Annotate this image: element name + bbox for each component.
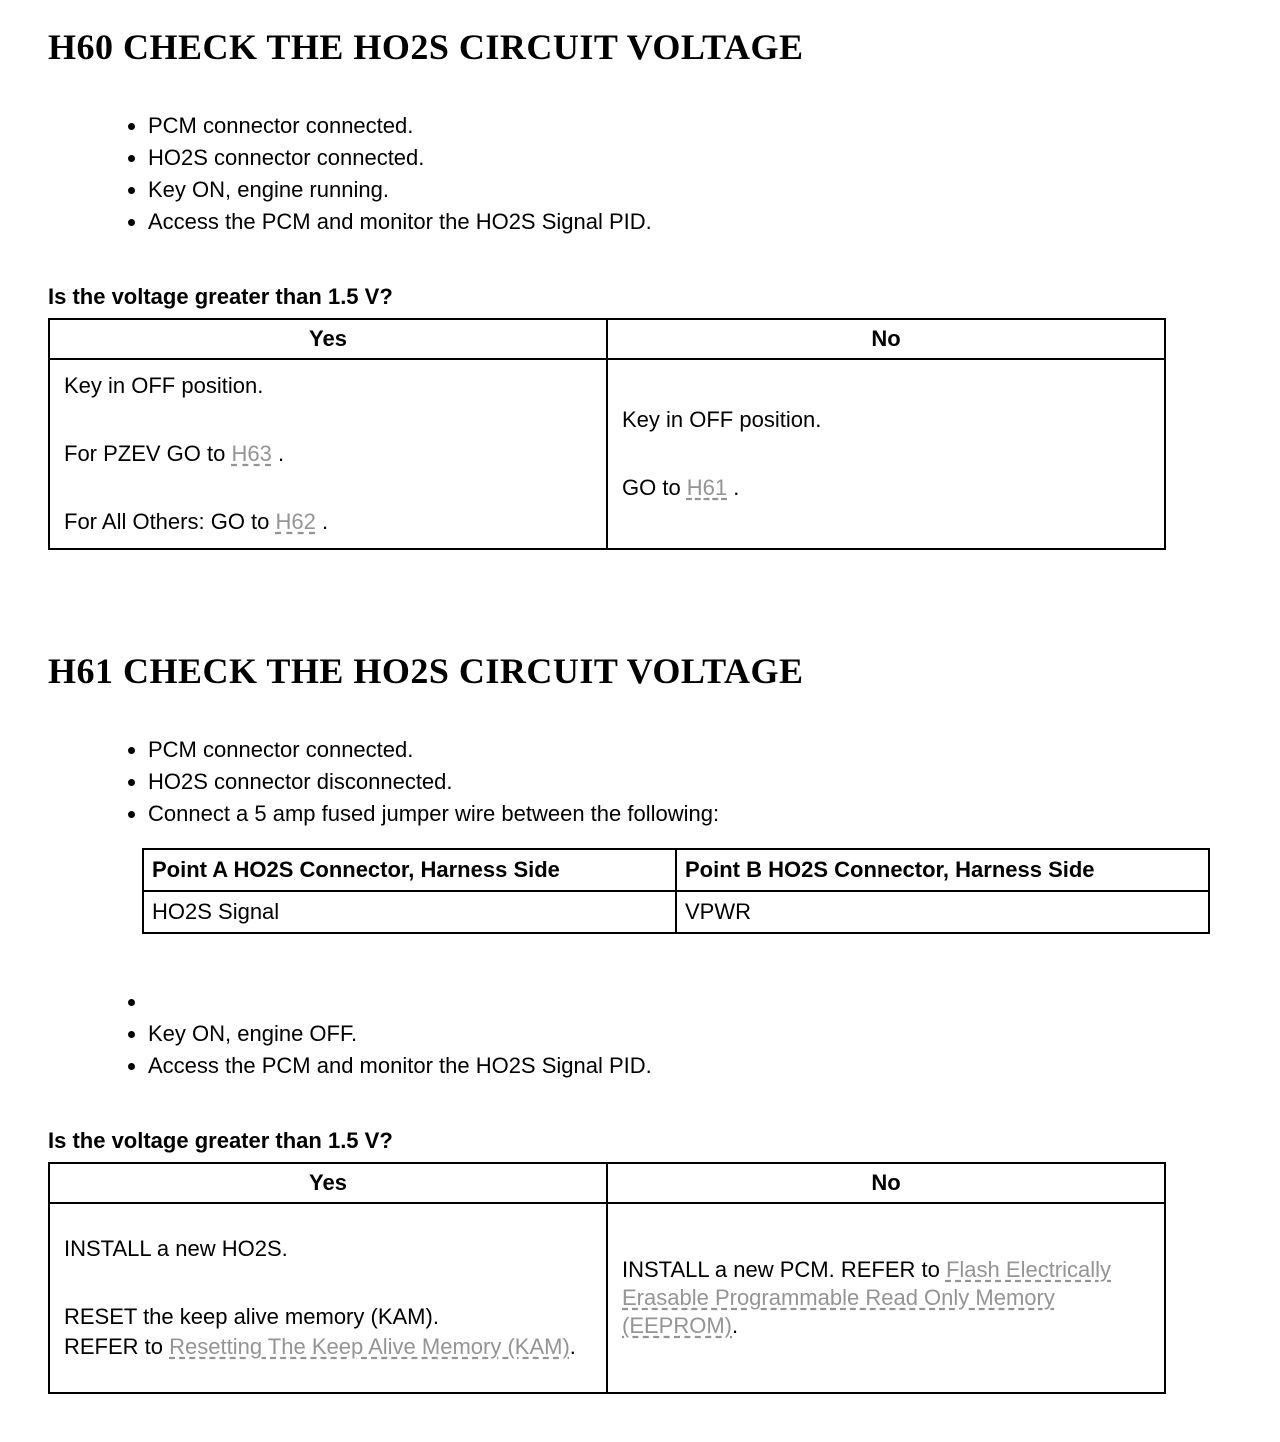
jumper-table-wrap: [142, 848, 1232, 934]
link-h61[interactable]: H61: [686, 475, 728, 500]
result-line: Key in OFF position.: [64, 373, 264, 398]
result-line: INSTALL a new PCM. REFER to Flash Electrically Erasable Programmable Read Only Memory (EEPROM).: [622, 1257, 1112, 1338]
result-cell-yes: [49, 359, 607, 549]
h61-bullet-list-top: [48, 736, 1232, 828]
bullet-item: • Access the PCM and monitor the HO2S Signal PID.: [148, 1052, 1232, 1080]
bullet-item: • HO2S connector connected.: [148, 144, 1232, 172]
h61-title: H61 CHECK THE HO2S CIRCUIT VOLTAGE: [48, 651, 804, 691]
result-header-no: No: [607, 1163, 1165, 1203]
bullet-item: • HO2S connector disconnected.: [148, 768, 1232, 796]
h61-result-table: [48, 1162, 1166, 1394]
result-line: For All Others: GO to H62 .: [64, 509, 329, 534]
result-line: INSTALL a new HO2S.: [64, 1236, 288, 1261]
link-kam-reset[interactable]: Resetting The Keep Alive Memory (KAM): [169, 1334, 570, 1359]
h60-title: H60 CHECK THE HO2S CIRCUIT VOLTAGE: [48, 27, 804, 67]
result-header-row: [49, 319, 1165, 359]
bullet-item-empty: [148, 988, 1232, 1016]
bullet-item: • PCM connector connected.: [148, 112, 1232, 140]
link-h63[interactable]: H63: [231, 441, 272, 466]
bullet-item: • Access the PCM and monitor the HO2S Signal PID.: [148, 208, 1232, 236]
result-cell-no: [607, 359, 1165, 549]
result-body-row: [49, 1203, 1165, 1393]
h61-bullet-list-bottom: [48, 988, 1232, 1080]
jumper-header-row: [143, 849, 1209, 891]
jumper-body-row: [143, 891, 1209, 933]
result-line: For PZEV GO to H63 .: [64, 441, 285, 466]
jumper-cell-vpwr: VPWR: [676, 891, 1209, 933]
h60-result-table: [48, 318, 1166, 550]
link-h62[interactable]: H62: [275, 509, 316, 534]
link-eeprom[interactable]: Flash Electrically Erasable Programmable Read Only Memory (EEPROM): [622, 1257, 1112, 1338]
result-header-no: No: [607, 319, 1165, 359]
jumper-header-point-b: Point B HO2S Connector, Harness Side: [676, 849, 1209, 891]
jumper-wire-table: [142, 848, 1210, 934]
result-cell-yes: [49, 1203, 607, 1393]
h61-voltage-question: Is the voltage greater than 1.5 V?: [48, 1128, 393, 1153]
section-h61: [48, 650, 1232, 1394]
result-line: GO to H61 .: [622, 475, 740, 500]
result-cell-no: [607, 1203, 1165, 1393]
section-h60: [48, 26, 1232, 550]
result-header-yes: Yes: [49, 1163, 607, 1203]
result-header-yes: Yes: [49, 319, 607, 359]
bullet-item: • Key ON, engine running.: [148, 176, 1232, 204]
result-line: REFER to Resetting The Keep Alive Memory (KAM).: [64, 1334, 576, 1359]
h60-bullet-list: [48, 112, 1232, 236]
bullet-item: • Key ON, engine OFF.: [148, 1020, 1232, 1048]
bullet-item: • PCM connector connected.: [148, 736, 1232, 764]
bullet-item: • Connect a 5 amp fused jumper wire between the following:: [148, 800, 1232, 828]
result-line: Key in OFF position.: [622, 407, 822, 432]
jumper-cell-signal: HO2S Signal: [143, 891, 676, 933]
result-line: RESET the keep alive memory (KAM).: [64, 1304, 439, 1329]
h60-voltage-question: Is the voltage greater than 1.5 V?: [48, 284, 393, 309]
result-body-row: [49, 359, 1165, 549]
jumper-header-point-a: Point A HO2S Connector, Harness Side: [143, 849, 676, 891]
result-header-row: [49, 1163, 1165, 1203]
